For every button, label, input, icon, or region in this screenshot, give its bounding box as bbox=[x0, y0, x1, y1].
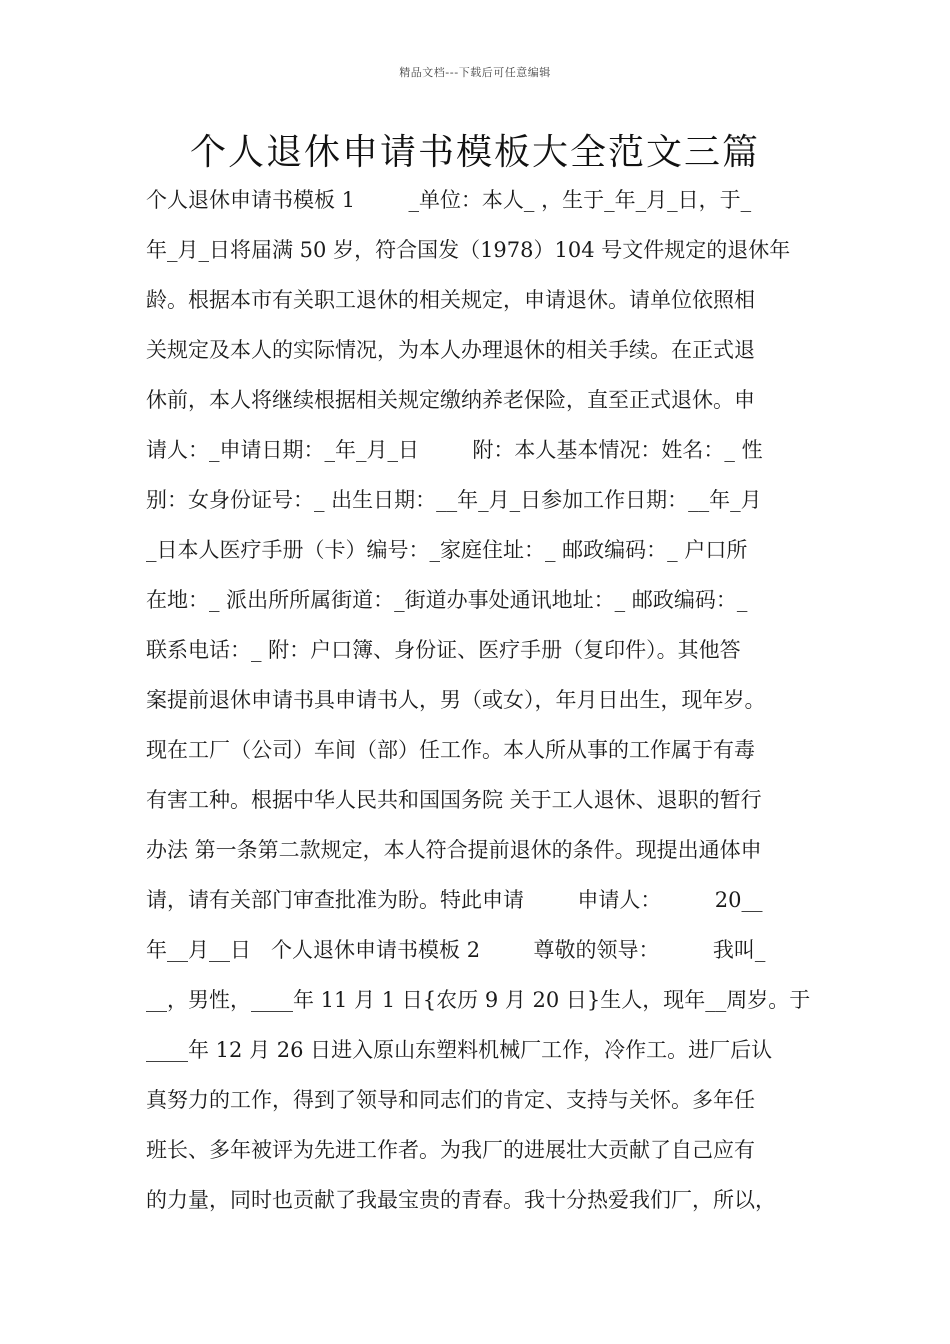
body-line: 关规定及本人的实际情况，为本人办理退休的相关手续。在正式退 bbox=[146, 338, 755, 362]
body-line: 别：女身份证号：_ 出生日期：__年_月_日参加工作日期：__年_月 bbox=[146, 488, 762, 512]
body-line: 真努力的工作，得到了领导和同志们的肯定、支持与关怀。多年任 bbox=[146, 1088, 755, 1112]
body-line: 的力量，同时也贡献了我最宝贵的青春。我十分热爱我们厂，所以， bbox=[146, 1188, 776, 1212]
body-line: 龄。根据本市有关职工退休的相关规定，申请退休。请单位依照相 bbox=[146, 288, 755, 312]
body-line: 请，请有关部门审查批准为盼。特此申请 申请人： 20__ bbox=[146, 888, 763, 912]
body-line: 年__月__日 个人退休申请书模板 2 尊敬的领导： 我叫_ bbox=[146, 938, 766, 962]
body-line: 联系电话：_ 附：户口簿、身份证、医疗手册（复印件）。其他答 bbox=[146, 638, 741, 662]
body-line: _日本人医疗手册（卡）编号：_家庭住址：_ 邮政编码：_ 户口所 bbox=[146, 538, 748, 562]
document-title: 个人退休申请书模板大全范文三篇 bbox=[189, 132, 760, 173]
body-line: 年_月_日将届满 50 岁，符合国发（1978）104 号文件规定的退休年 bbox=[146, 238, 791, 262]
body-line: 个人退休申请书模板 1 _单位：本人_ ，生于_年_月_日，于_ bbox=[146, 188, 752, 212]
body-line: 请人：_申请日期：_年_月_日 附：本人基本情况：姓名：_ 性 bbox=[146, 438, 763, 462]
body-line: 办法 第一条第二款规定，本人符合提前退休的条件。现提出通体申 bbox=[146, 838, 762, 862]
body-line: 在地：_ 派出所所属街道：_街道办事处通讯地址：_ 邮政编码：_ bbox=[146, 588, 748, 612]
body-line: 案提前退休申请书具申请书人，男（或女），年月日出生，现年岁。 bbox=[146, 688, 766, 712]
body-line: ____年 12 月 26 日进入原山东塑料机械厂工作，冷作工。进厂后认 bbox=[146, 1038, 773, 1062]
body-line: 班长、多年被评为先进工作者。为我厂的进展壮大贡献了自己应有 bbox=[146, 1138, 755, 1162]
body-line: 有害工种。根据中华人民共和国国务院 关于工人退休、退职的暂行 bbox=[146, 788, 762, 812]
page-header-watermark: 精品文档---下载后可任意编辑 bbox=[399, 66, 551, 79]
body-line: __，男性，____年 11 月 1 日{农历 9 月 20 日}生人，现年__周岁。于 bbox=[146, 988, 811, 1012]
document-body bbox=[146, 180, 826, 1230]
body-line: 休前，本人将继续根据相关规定缴纳养老保险，直至正式退休。申 bbox=[146, 388, 755, 412]
body-line: 现在工厂（公司）车间（部）任工作。本人所从事的工作属于有毒 bbox=[146, 738, 755, 762]
